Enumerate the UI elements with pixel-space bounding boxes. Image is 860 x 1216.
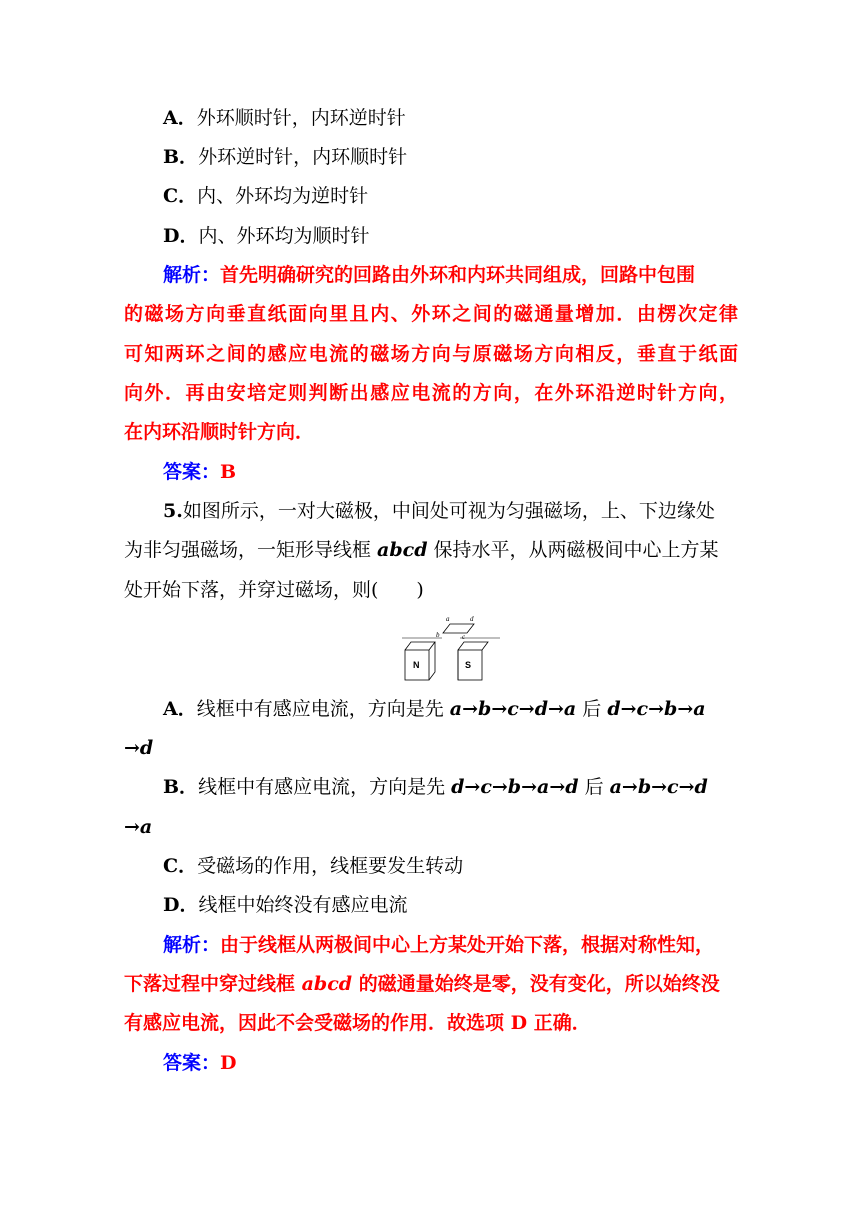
answer-label: 答案： bbox=[163, 461, 221, 483]
q4-option-a bbox=[163, 106, 406, 130]
analysis-variable: abcd bbox=[301, 973, 353, 995]
option-text: 线框中有感应电流，方向是先 bbox=[196, 698, 450, 720]
q5-option-b-wrap: →a bbox=[124, 816, 153, 838]
q5-analysis-line-3: 有感应电流，因此不会受磁场的作用．故选项 D 正确． bbox=[124, 1012, 591, 1034]
analysis-text: 由于线框从两极间中心上方某处开始下落，根据对称性知， bbox=[220, 934, 715, 956]
answer-label: 答案： bbox=[163, 1052, 221, 1074]
q5-analysis-line-1 bbox=[163, 933, 738, 957]
question-number: 5. bbox=[163, 500, 183, 522]
q5-option-d bbox=[163, 893, 408, 917]
option-text: 受磁场的作用，线框要发生转动 bbox=[197, 855, 464, 877]
option-text: 内、外环均为逆时针 bbox=[197, 185, 369, 207]
q5-option-b bbox=[163, 775, 738, 799]
q5-option-a-wrap: →d bbox=[124, 737, 154, 759]
option-letter: C． bbox=[163, 855, 198, 877]
q4-option-b bbox=[163, 145, 407, 169]
q5-option-c bbox=[163, 854, 463, 878]
option-text: 线框中有感应电流，方向是先 bbox=[198, 776, 452, 798]
option-text: 内、外环均为顺时针 bbox=[198, 225, 370, 247]
south-pole-block bbox=[458, 642, 488, 680]
option-text: 后 bbox=[578, 776, 610, 798]
q4-answer bbox=[163, 460, 236, 484]
q4-analysis-line-3: 可知两环之间的感应电流的磁场方向与原磁场方向相反，垂直于纸面 bbox=[124, 343, 738, 365]
q4-analysis-line-5: 在内环沿顺时针方向． bbox=[124, 421, 315, 443]
q5-stem-line-3: 处开始下落，并穿过磁场，则( ) bbox=[124, 579, 424, 601]
analysis-text: 首先明确研究的回路由外环和内环共同组成，回路中包围 bbox=[220, 264, 696, 286]
analysis-label: 解析： bbox=[163, 934, 221, 956]
q5-stem-line-1 bbox=[163, 499, 715, 523]
option-text: 后 bbox=[576, 698, 608, 720]
q5-analysis-line-2 bbox=[124, 972, 720, 996]
option-letter: A． bbox=[163, 107, 197, 129]
option-letter: D． bbox=[163, 225, 199, 247]
analysis-label: 解析： bbox=[163, 264, 221, 286]
q5-stem-line-2 bbox=[124, 538, 719, 562]
stem-variable: abcd bbox=[377, 539, 428, 561]
q4-option-d bbox=[163, 224, 370, 248]
q5-option-a bbox=[163, 697, 738, 721]
q4-analysis-line-4: 向外．再由安培定则判断出感应电流的方向，在外环沿逆时针方向， bbox=[124, 382, 738, 404]
corner-label-c: c bbox=[462, 633, 466, 641]
option-letter: C． bbox=[163, 185, 198, 207]
option-letter: A． bbox=[163, 698, 197, 720]
current-sequence: a→b→c→d bbox=[609, 776, 708, 798]
north-pole-block bbox=[405, 642, 435, 680]
answer-value: D bbox=[220, 1052, 237, 1074]
analysis-text: 的磁通量始终是零，没有变化，所以始终没 bbox=[352, 973, 720, 995]
south-pole-label: S bbox=[465, 660, 472, 670]
q5-answer bbox=[163, 1051, 237, 1075]
north-pole-label: N bbox=[413, 660, 420, 670]
option-letter: B． bbox=[163, 776, 199, 798]
option-text: 外环顺时针，内环逆时针 bbox=[196, 107, 406, 129]
corner-label-b: b bbox=[436, 631, 440, 639]
option-letter: D． bbox=[163, 894, 199, 916]
magnet-figure bbox=[402, 612, 502, 684]
corner-label-a: a bbox=[446, 615, 450, 623]
current-sequence: d→c→b→a→d bbox=[451, 776, 579, 798]
q4-analysis-line-2: 的磁场方向垂直纸面向里且内、外环之间的磁通量增加．由楞次定律 bbox=[124, 303, 738, 325]
wire-loop bbox=[443, 624, 474, 633]
stem-text: 保持水平，从两磁极间中心上方某 bbox=[427, 539, 719, 561]
analysis-text: 下落过程中穿过线框 bbox=[124, 973, 302, 995]
corner-label-d: d bbox=[470, 615, 474, 623]
option-text: 外环逆时针，内环顺时针 bbox=[198, 146, 408, 168]
current-sequence: d→c→b→a bbox=[607, 698, 706, 720]
option-letter: B． bbox=[163, 146, 199, 168]
q4-analysis-line-1 bbox=[163, 263, 738, 287]
q4-option-c bbox=[163, 184, 368, 208]
stem-text: 如图所示，一对大磁极，中间处可视为匀强磁场，上、下边缘处 bbox=[182, 500, 715, 522]
stem-text: 为非匀强磁场，一矩形导线框 bbox=[124, 539, 378, 561]
current-sequence: a→b→c→d→a bbox=[449, 698, 577, 720]
option-text: 线框中始终没有感应电流 bbox=[198, 894, 408, 916]
answer-value: B bbox=[220, 461, 237, 483]
